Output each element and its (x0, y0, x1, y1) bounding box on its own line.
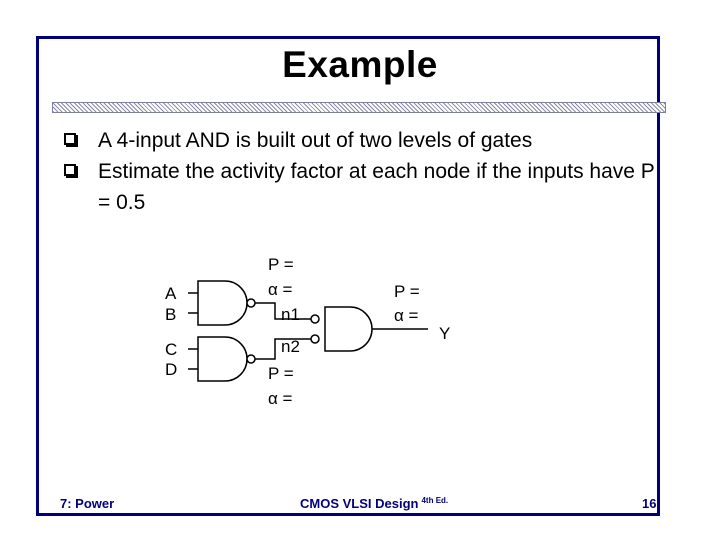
input-label-c: C (165, 340, 178, 359)
input-label-d: D (165, 360, 178, 379)
and-gate-diagram (150, 245, 470, 415)
checkbox-bullet-icon (64, 133, 76, 145)
bot-alpha-label: α = (268, 389, 293, 408)
out-alpha-label: α = (394, 306, 419, 325)
node-label-n1: n1 (281, 305, 300, 324)
and-gate-output (325, 307, 372, 351)
output-label-y: Y (439, 324, 451, 343)
input-label-b: B (165, 305, 177, 324)
bullet-text: A 4-input AND is built out of two levels of gates (98, 129, 533, 152)
slide-title: Example (282, 44, 438, 85)
page-number: 16 (642, 496, 657, 511)
footer-edition: 4th Ed. (421, 496, 449, 505)
node-label-n2: n2 (281, 337, 300, 356)
bot-p-label: P = (268, 364, 294, 383)
footer-course-title: CMOS VLSI Design (300, 496, 419, 511)
bullet-list (62, 125, 662, 218)
input-label-a: A (165, 284, 177, 303)
and-gate-2 (198, 337, 247, 381)
out-p-label: P = (394, 282, 420, 301)
checkbox-bullet-icon (64, 164, 76, 176)
bullet-item (62, 125, 662, 156)
footer-course (300, 496, 448, 511)
top-alpha-label: α = (268, 280, 293, 299)
footer-chapter: 7: Power (60, 496, 115, 511)
bullet-text: Estimate the activity factor at each node if the inputs have P = 0.5 (98, 160, 655, 214)
bullet-item (62, 156, 662, 218)
and-gate-1 (198, 281, 247, 325)
title-divider (52, 102, 666, 113)
top-p-label: P = (268, 255, 294, 274)
